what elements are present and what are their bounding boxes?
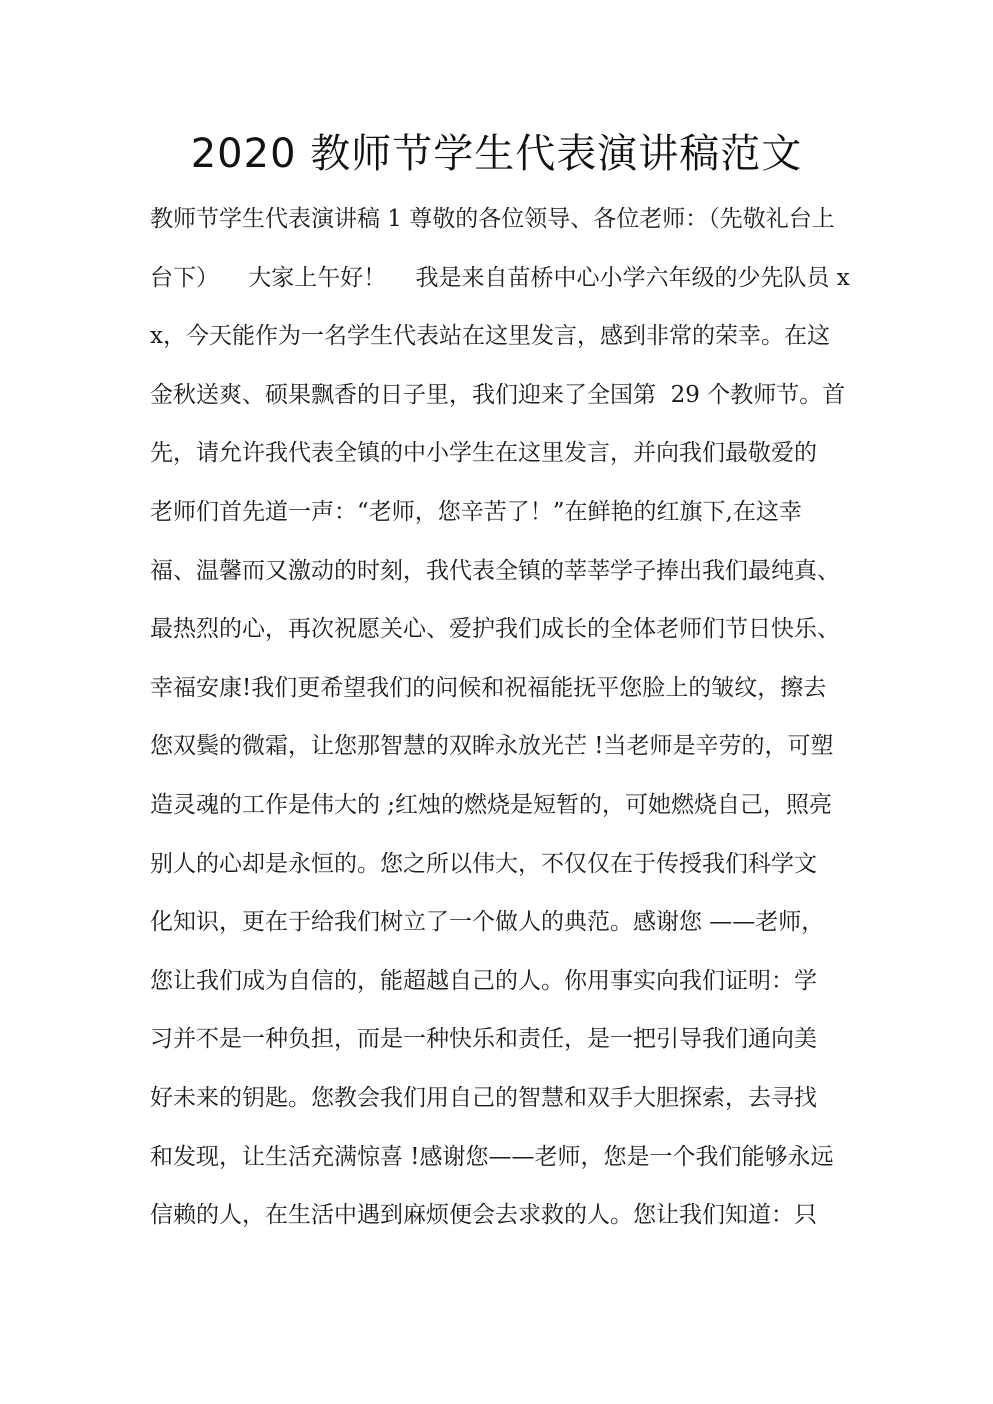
body-line-12: 别人的心却是永恒的。您之所以伟大，不仅仅在于传授我们科学文 [150, 850, 817, 877]
body-line-6: 老师们首先道一声：“老师，您辛苦了！”在鲜艳的红旗下,在这幸 [150, 498, 802, 525]
body-line-14: 您让我们成为自信的，能超越自己的人。你用事实向我们证明：学 [150, 967, 817, 994]
body-line-9: 幸福安康!我们更希望我们的问候和祝福能抚平您脸上的皱纹，擦去 [150, 674, 827, 701]
body-line-4: 金秋送爽、硕果飘香的日子里，我们迎来了全国第 29 个教师节。首 [150, 381, 846, 408]
body-line-16: 好未来的钥匙。您教会我们用自己的智慧和双手大胆探索，去寻找 [150, 1084, 817, 1111]
document-body [150, 190, 850, 1245]
body-line-10: 您双鬓的微霜，让您那智慧的双眸永放光芒 !当老师是辛劳的，可塑 [150, 733, 834, 760]
body-line-17: 和发现，让生活充满惊喜 !感谢您——老师，您是一个我们能够永远 [150, 1143, 834, 1170]
body-line-15: 习并不是一种负担，而是一种快乐和责任，是一把引导我们通向美 [150, 1026, 817, 1053]
body-line-8: 最热烈的心，再次祝愿关心、爱护我们成长的全体老师们节日快乐、 [150, 616, 840, 643]
body-line-2: 台下） 大家上午好！ 我是来自苗桥中心小学六年级的少先队员 x [150, 264, 850, 291]
body-line-5: 先，请允许我代表全镇的中小学生在这里发言，并向我们最敬爱的 [150, 440, 817, 467]
body-line-11: 造灵魂的工作是伟大的 ;红烛的燃烧是短暂的，可她燃烧自己，照亮 [150, 791, 833, 818]
body-line-3: x，今天能作为一名学生代表站在这里发言，感到非常的荣幸。在这 [150, 323, 830, 350]
body-line-1: 教师节学生代表演讲稿 1 尊敬的各位领导、各位老师：（先敬礼台上 [150, 206, 835, 232]
body-line-13: 化知识，更在于给我们树立了一个做人的典范。感谢您 ——老师， [150, 909, 825, 936]
body-line-18: 信赖的人，在生活中遇到麻烦便会去求救的人。您让我们知道：只 [150, 1202, 817, 1229]
document-title: 2020 教师节学生代表演讲稿范文 [190, 131, 803, 177]
body-line-7: 福、温馨而又激动的时刻，我代表全镇的莘莘学子捧出我们最纯真、 [150, 557, 840, 584]
